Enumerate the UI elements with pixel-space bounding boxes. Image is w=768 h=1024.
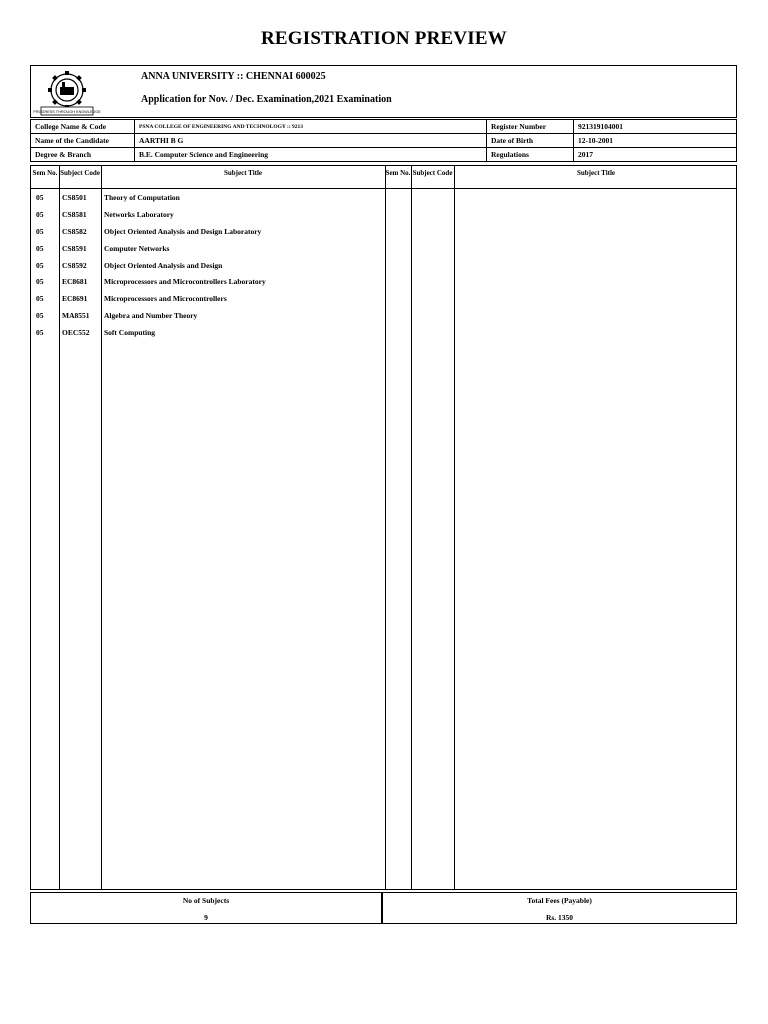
university-header: [30, 65, 737, 118]
candidate-name-label: Name of the Candidate: [31, 134, 135, 148]
dob-value: 12-10-2001: [574, 134, 737, 148]
header-subject-code: Subject Code: [60, 169, 100, 177]
header-sem-no-2: Sem No.: [385, 169, 411, 177]
header-subject-title-2: Subject Title: [576, 169, 616, 177]
subject-count-value: 9: [204, 913, 208, 922]
degree-label: Degree & Branch: [31, 148, 135, 162]
svg-text:PROGRESS THROUGH KNOWLEDGE: PROGRESS THROUGH KNOWLEDGE: [33, 110, 101, 114]
college-value: PSNA COLLEGE OF ENGINEERING AND TECHNOLOGY :: 9213: [135, 120, 487, 134]
register-number-label: Register Number: [487, 120, 574, 134]
candidate-info-table: [30, 119, 737, 162]
candidate-name-value: AARTHI B G: [135, 134, 487, 148]
total-fees-cell: [382, 892, 737, 924]
page-title: REGISTRATION PREVIEW: [261, 28, 507, 49]
subject-count-label: No of Subjects: [182, 896, 230, 905]
dob-label: Date of Birth: [487, 134, 574, 148]
summary-footer: [30, 892, 737, 924]
regulations-label: Regulations: [487, 148, 574, 162]
header-subject-title: Subject Title: [223, 169, 263, 177]
university-logo: [33, 70, 101, 116]
subject-count-cell: [30, 892, 382, 924]
register-number-value: 921319104001: [574, 120, 737, 134]
application-title: Application for Nov. / Dec. Examination,2021 Examination: [141, 94, 392, 105]
degree-value: B.E. Computer Science and Engineering: [135, 148, 487, 162]
total-fees-label: Total Fees (Payable): [527, 896, 592, 905]
university-name: ANNA UNIVERSITY :: CHENNAI 600025: [141, 71, 326, 82]
college-label: College Name & Code: [31, 120, 135, 134]
total-fees-value: Rs. 1350: [545, 913, 574, 922]
regulations-value: 2017: [574, 148, 737, 162]
header-sem-no: Sem No.: [32, 169, 58, 177]
header-subject-code-2: Subject Code: [412, 169, 453, 177]
subjects-table: Sem No. Subject Code Subject Title Sem No. Subject Code Subject Title 05 CS8501 Theory of Computation 05 CS8581 Networks Laboratory 05 CS8582 Object Oriented Analysis and Design Laboratory 05 CS8591 Computer Networks 05 CS8592 Object Oriented Analysis and Design 05 EC8681 Microprocessors and Microcontrollers Laboratory 05 EC8691 Microprocessors and Microcontrollers 05 MA8551 Algebra and Number Theory 05 OEC552 Soft Computing: [30, 165, 737, 890]
